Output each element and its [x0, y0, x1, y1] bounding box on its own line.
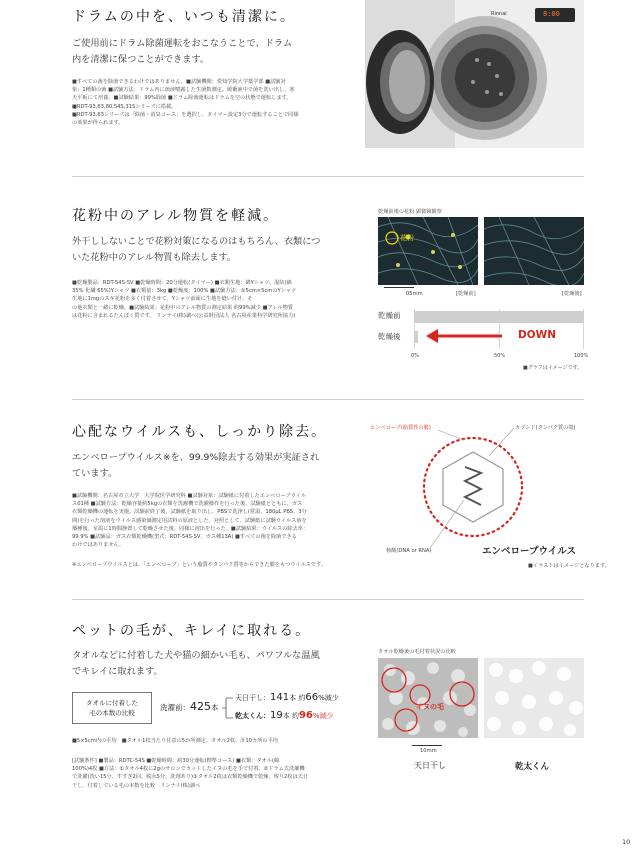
page-number: 10	[622, 838, 631, 846]
bar-label-before: 乾燥前	[378, 311, 401, 320]
note-line: ■RDT-93,63シリーズは「除菌・消臭コース」を選択し、タイマー設定3分で運転することで同様	[72, 111, 299, 118]
section-lead-pet	[72, 648, 362, 680]
box-line: 毛の本数の比較	[89, 709, 135, 717]
fiber-texture	[484, 217, 584, 285]
branch-bracket	[221, 694, 235, 722]
caption-sun-dry: 天日干し	[414, 761, 446, 770]
note-line: 100%)4枚 ■方法：①タオル4枚に2gのサロンでカットしたイヌの毛を手で付着。②ドラム式洗濯機	[72, 766, 305, 773]
wash-count	[160, 700, 219, 713]
label-envelope: エンベロープ(脂質性の膜)	[370, 425, 431, 431]
test-notes-pollen	[72, 279, 364, 320]
row-number: 19	[270, 710, 283, 721]
row-percent: 96	[298, 710, 313, 721]
section-lead-virus	[72, 450, 362, 482]
tick-label: 0%	[411, 353, 419, 359]
brand-logo: Rinnai	[491, 11, 507, 17]
scale-label: 10mm	[420, 748, 437, 754]
section-lead-drum	[72, 36, 342, 68]
section-title-pet: ペットの毛が、キレイに取れる。	[72, 623, 312, 639]
row-pre: 本 約	[282, 712, 299, 720]
pollen-label: 花粉	[400, 234, 414, 242]
section-title-pollen: 花粉中のアレル物質を軽減。	[72, 208, 280, 224]
note-line: 干し、付着している毛の本数を比較 リンナイ(株)調べ	[72, 782, 201, 789]
lead-line: 外干ししないことで花粉対策になるのはもちろん、衣類につ	[72, 236, 321, 247]
wash-label: 洗濯前：	[160, 703, 190, 712]
control-display: 8:00	[543, 10, 560, 18]
unit: 本	[211, 703, 219, 712]
note-line: は花粉に含まれるたんぱく質です。 リンナイ(株)調べ(公益財団法人 名古屋産業科学研究所協力)	[72, 312, 296, 319]
row-label: 天日干し：	[235, 694, 270, 702]
row-suffix: %減少	[312, 712, 334, 720]
bar-before	[414, 311, 584, 323]
note-line: の効果が得られます。	[72, 120, 124, 127]
note-line: わけではありません。	[72, 542, 125, 549]
graph-note: ■グラフはイメージです。	[523, 365, 583, 371]
section-lead-pollen	[72, 234, 362, 266]
row-pre: 本 約	[289, 694, 306, 702]
towel-texture	[484, 658, 584, 738]
microscope-caption: 乾燥前後の花粉 顕微鏡観察	[378, 209, 442, 215]
row-percent: 66	[305, 692, 319, 703]
note-line: 35% 化繊 65%)Yシャツ ■衣類量：3kg ■乾燥度：100% ■試験方法：①5cm×5cmのYシャツ	[72, 288, 297, 295]
dryer-drum-photo	[365, 0, 584, 148]
note-line: ■すべての菌を除菌できるわけではありません。■試験機関：愛知学院大学薬学部 ■試験対	[72, 79, 286, 85]
lead-line: タオルなどに付着した犬や猫の細かい毛も、パワフルな温風	[72, 650, 320, 661]
note-line: ■試験機関：名古屋市立大学 大学院医学研究科 ■試験対象：試験紙に付着したエンベロープウイル	[72, 493, 307, 499]
test-notes-pet	[72, 757, 364, 790]
scale-bar	[384, 287, 414, 288]
pet-small-note: ■5×5cm内の平均 ■タオル1枚当たり任意の5か所測定、タオル2枚、計10カ所の平均	[72, 738, 278, 744]
note-line: 天平板にて培養。■試験結果：99%除菌 ■ドラム除菌運転はドラムを空の状態で運転します。	[72, 95, 292, 102]
plot-area	[414, 309, 584, 349]
tick-label: 100%	[574, 353, 589, 359]
down-label: DOWN	[518, 329, 557, 341]
envelope-membrane	[424, 438, 522, 536]
scale-bar	[412, 745, 442, 746]
note-line: 象：1種類の菌 ■試験方法：ドラム内に菌液噴霧した生菌数測定。緩衝液中で菌を洗い出し、寒	[72, 87, 295, 94]
lead-line: ご使用前にドラム除菌運転をおこなうことで、ドラム	[72, 38, 293, 49]
note-line: 播種後、室温に1時間静置して乾燥させた後、同様に溶出を行った。■試験結果：ウイルスの除去率：	[72, 525, 309, 532]
caption-kanta: 乾太くん	[515, 762, 550, 772]
towel-texture	[378, 658, 478, 738]
note-line: で洗濯(洗い15分、すすぎ2回、脱水5分、洗剤あり)③タオル2枚は衣類乾燥機で乾燥、残り2枚は天日	[72, 774, 309, 781]
section-title-virus: 心配なウイルスも、しっかり除去。	[72, 424, 328, 440]
test-notes-virus	[72, 492, 364, 549]
section-title-drum: ドラムの中を、いつも清潔に。	[72, 9, 296, 25]
section-divider	[72, 599, 584, 600]
capsid-shell	[443, 452, 503, 522]
pollen-after-photo	[484, 217, 584, 285]
fiber-texture	[378, 217, 478, 285]
test-notes-drum	[72, 78, 362, 127]
pollen-before-photo	[378, 217, 478, 285]
note-line: [試験条件] ■製品：RDTC-54S ■乾燥時間：約30分運転(標準コース) ■衣類：タオル(綿	[72, 758, 280, 764]
note-line: の他衣類と一緒に乾燥。■試験結果：花粉中のアレル物質の測定結果 約99%減少 ■アレル物質	[72, 304, 294, 311]
label-virus: エンベロープウイルス	[482, 546, 576, 557]
scale-label: 05mm	[406, 291, 423, 297]
virus-footnote: ※エンベロープウイルスとは、「エンベロープ」という脂質やタンパク質等からできた膜をもつウイルスです。	[72, 562, 326, 568]
lead-line: ています。	[72, 468, 118, 479]
row-label: 乾太くん：	[235, 712, 270, 720]
illus-note: ■イラストはイメージとなります。	[528, 563, 610, 569]
row-number: 141	[270, 692, 290, 703]
note-line: ■乾燥製品：RDT-54S-SV ■乾燥時間：20分運転(タイマー) ■衣類生地：綿Yシャツ、混紡(綿	[72, 280, 292, 286]
down-arrow-icon	[426, 327, 504, 345]
tick-label: 50%	[494, 353, 506, 359]
after-tag: [乾燥後]	[562, 291, 582, 297]
section-divider	[72, 399, 584, 400]
lead-line: 内を清潔に保つことができます。	[72, 54, 210, 65]
note-line: 間)を行った溶液をウイルス感染価測定用試料の原液とした。対照として、試験紙に試験ウイルス液を	[72, 517, 307, 524]
label-nucleic: 核酸(DNA or RNA)	[386, 548, 432, 554]
before-tag: [乾燥前]	[456, 291, 476, 297]
note-line: 衣類乾燥機の運転を実施。試験前終了後、試験紙を取り出し、PBSで洗浄し(常温、180μL PBS、3分	[72, 509, 307, 516]
dog-hair-label: イヌの毛	[416, 703, 444, 711]
section-divider	[72, 176, 584, 177]
row-kanta	[235, 710, 334, 721]
dryer-illustration	[365, 0, 584, 148]
towel-kanta-photo	[484, 658, 584, 738]
towel-sun-dry-photo	[378, 658, 478, 738]
towel-caption: タオル乾燥後の毛付着状況の比較	[378, 649, 456, 655]
label-capsid: カプシド(タンパク質の殻)	[515, 425, 576, 431]
bar-after	[414, 331, 418, 343]
note-line: ■RDT-93,63,80,54S,31Sシリーズに搭載。	[72, 103, 177, 110]
bar-label-after: 乾燥後	[378, 332, 401, 341]
note-line: 生地に1mgのスギ花粉を多く付着させて、Yシャツ前面に生地を縫い付け、そ	[72, 296, 253, 303]
row-sun-dry	[235, 692, 339, 703]
lead-line: いた花粉中のアレル物質も除去します。	[72, 252, 237, 263]
box-line: タオルに付着した	[86, 699, 138, 707]
nucleic-acid	[465, 467, 481, 505]
row-suffix: %減少	[318, 694, 339, 702]
lead-line: でキレイに取れます。	[72, 666, 163, 677]
lead-line: エンベロープウイルス※を、99.9%除去する効果が実証され	[72, 452, 320, 463]
note-line: 99.9% ■試験品：ガス衣類乾燥機(型式：RDT-54S-SV、ガス種13A) ■すべての菌を除菌できる	[72, 534, 297, 541]
comparison-box	[72, 692, 152, 724]
wash-number: 425	[190, 700, 211, 713]
note-line: ス01種 ■試験方法：乾燥容量約5kgの衣類を洗濯機で洗濯操作を行った後、試験紙とともに、ガス	[72, 501, 303, 508]
pollen-bar-chart	[378, 309, 589, 373]
